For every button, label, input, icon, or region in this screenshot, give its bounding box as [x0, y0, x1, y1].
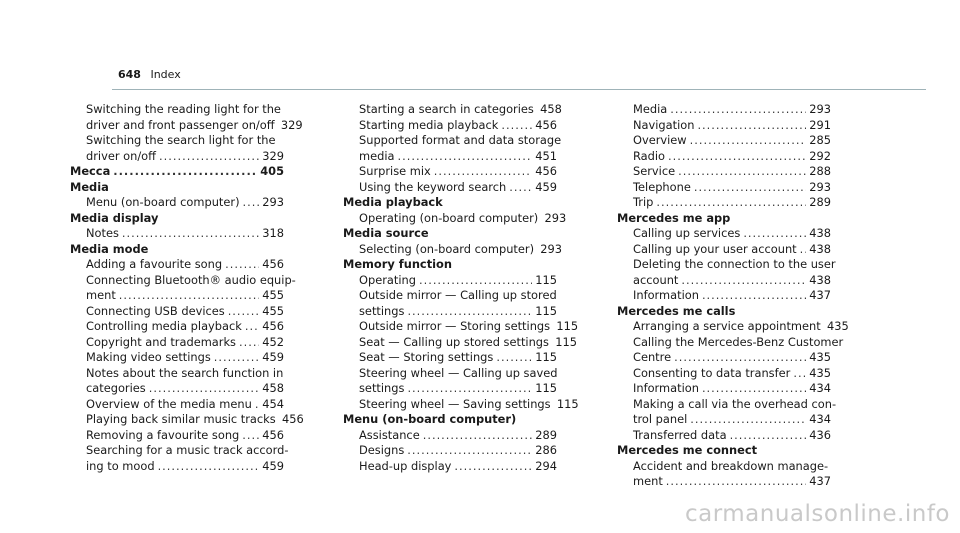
- index-heading: [617, 443, 831, 459]
- leader-dots: [228, 304, 259, 320]
- entry-text: Adding a favourite song: [86, 257, 223, 271]
- leader-dots: [793, 366, 806, 382]
- index-entry: [617, 102, 831, 118]
- entry-text: ing to mood: [86, 458, 155, 473]
- index-entry: [343, 241, 563, 258]
- page-reference: 293: [809, 102, 831, 116]
- entry-text: Navigation: [633, 117, 695, 132]
- page-reference: 434: [809, 381, 831, 395]
- index-column-2: [343, 102, 579, 474]
- leader-dots: [407, 304, 532, 320]
- index-entry: [617, 118, 831, 134]
- leader-dots: [496, 350, 532, 366]
- entry-text: Removing a favourite song: [86, 427, 240, 442]
- index-entry: [70, 335, 284, 351]
- index-heading: [343, 195, 557, 211]
- index-entry: [70, 257, 284, 273]
- index-entry: [343, 180, 557, 196]
- entry-text: Service: [633, 164, 676, 178]
- index-entry: [617, 133, 831, 149]
- leader-dots: [397, 149, 532, 165]
- leader-dots: [702, 288, 806, 304]
- index-column-3: [617, 102, 849, 490]
- leader-dots: [694, 180, 806, 196]
- entry-text: Media: [633, 102, 668, 116]
- index-entry: [70, 397, 284, 413]
- index-entry: [617, 381, 831, 397]
- entry-text: Media: [70, 179, 109, 194]
- page-reference: 436: [809, 427, 831, 442]
- index-entry: [70, 133, 284, 164]
- page-reference: 115: [556, 396, 579, 411]
- leader-dots: [454, 459, 532, 475]
- watermark: carmanualsonline.info: [684, 501, 950, 527]
- page-reference: 285: [809, 133, 831, 147]
- index-entry: [617, 428, 831, 444]
- page-reference: 289: [809, 195, 831, 209]
- entry-text: Switching the search light for the: [86, 133, 276, 147]
- entry-text: Calling the Mercedes-Benz Customer: [633, 334, 844, 349]
- entry-text: driver on/off: [86, 148, 156, 163]
- index-entry: [343, 273, 557, 289]
- index-entry: [343, 350, 557, 366]
- leader-dots: [225, 257, 259, 273]
- page-reference: 115: [535, 303, 557, 318]
- index-entry: [617, 334, 844, 366]
- leader-dots: [674, 350, 806, 366]
- page-number: 648: [118, 68, 141, 81]
- index-entry: [343, 366, 557, 397]
- leader-dots: [509, 180, 532, 196]
- leader-dots: [730, 428, 806, 444]
- page-reference: 289: [535, 427, 557, 442]
- entry-text: Steering wheel — Calling up saved: [359, 365, 558, 380]
- page-reference: 115: [535, 381, 557, 395]
- index-entry: [343, 443, 557, 459]
- page-reference: 455: [262, 303, 284, 318]
- page-reference: 329: [262, 148, 284, 163]
- entry-text: Transferred data: [633, 427, 727, 442]
- entry-text: Arranging a service appointment: [633, 319, 821, 333]
- index-entry: [70, 102, 303, 133]
- entry-text: Playing back similar music tracks: [86, 412, 276, 426]
- leader-dots: [158, 459, 259, 475]
- entry-text: driver and front passenger on/off: [86, 117, 275, 132]
- leader-dots: [666, 474, 806, 490]
- index-heading: [70, 180, 284, 196]
- page-reference: 459: [262, 350, 284, 364]
- index-entry: [70, 366, 284, 397]
- entry-text: Media mode: [70, 241, 149, 256]
- leader-dots: [501, 118, 532, 134]
- entry-text: Seat — Storing settings: [359, 350, 494, 364]
- page-reference: 435: [826, 319, 849, 333]
- entry-text: Centre: [633, 350, 672, 364]
- entry-text: Head-up display: [359, 458, 452, 473]
- entry-text: Steering wheel — Saving settings: [359, 396, 551, 411]
- page-reference: 293: [262, 195, 284, 209]
- page-header: [118, 68, 181, 82]
- entry-text: Operating (on-board computer): [359, 210, 539, 225]
- entry-text: Connecting USB devices: [86, 303, 225, 318]
- page-reference: 318: [262, 226, 284, 240]
- page-reference: 115: [535, 350, 557, 364]
- leader-dots: [656, 195, 806, 211]
- index-entry: [617, 459, 831, 490]
- page-reference: 456: [262, 427, 284, 442]
- entry-text: settings: [359, 303, 405, 318]
- leader-dots: [245, 319, 259, 335]
- leader-dots: [407, 443, 532, 459]
- entry-text: Outside mirror — Calling up stored: [359, 288, 557, 302]
- page-reference: 459: [262, 458, 284, 473]
- entry-text: Making video settings: [86, 350, 211, 364]
- leader-dots: [697, 118, 806, 134]
- entry-text: Deleting the connection to the user: [633, 257, 836, 271]
- entry-text: trol panel: [633, 412, 688, 426]
- leader-dots: [690, 133, 806, 149]
- page-reference: 458: [262, 381, 284, 395]
- index-heading: [343, 412, 557, 428]
- leader-dots: [255, 397, 259, 413]
- leader-dots: [419, 273, 532, 289]
- index-entry: [343, 288, 557, 319]
- page-reference: 438: [809, 241, 831, 256]
- leader-dots: [668, 149, 806, 165]
- page-reference: 455: [262, 288, 284, 302]
- page-reference: 405: [260, 164, 284, 178]
- page-reference: 456: [535, 164, 557, 178]
- page-reference: 288: [809, 164, 831, 178]
- leader-dots: [678, 164, 806, 180]
- leader-dots: [743, 226, 806, 242]
- entry-text: Information: [633, 381, 699, 395]
- page-reference: 454: [262, 396, 284, 411]
- entry-text: Media display: [70, 210, 159, 225]
- entry-text: Menu (on-board computer): [86, 195, 240, 209]
- page-reference: 458: [540, 102, 562, 116]
- leader-dots: [119, 288, 259, 304]
- leader-dots: [113, 164, 257, 180]
- entry-text: Calling up your user account: [633, 241, 797, 256]
- index-entry: [617, 195, 831, 211]
- entry-text: Searching for a music track accord-: [86, 443, 289, 457]
- entry-text: Menu (on-board computer): [343, 412, 517, 426]
- leader-dots: [242, 428, 259, 444]
- entry-text: Accident and breakdown manage-: [633, 458, 829, 473]
- entry-text: Switching the reading light for the: [86, 102, 281, 116]
- index-entry: [617, 164, 831, 180]
- index-entry: [617, 242, 831, 258]
- index-heading: [343, 226, 557, 242]
- index-entry: [617, 149, 831, 165]
- entry-text: Designs: [359, 443, 405, 457]
- entry-text: Notes about the search function in: [86, 365, 284, 380]
- page-reference: 115: [556, 319, 579, 333]
- index-entry: [70, 272, 296, 304]
- index-entry: [617, 180, 831, 196]
- index-entry: [343, 102, 562, 118]
- index-entry: [343, 133, 562, 164]
- index-entry: [343, 118, 557, 134]
- page-reference: 456: [535, 117, 557, 132]
- page-reference: 115: [535, 272, 557, 287]
- index-entry: [343, 210, 567, 227]
- entry-text: Surprise mix: [359, 164, 431, 178]
- entry-text: Overview of the media menu: [86, 396, 252, 411]
- leader-dots: [690, 412, 806, 428]
- index-entry: [343, 334, 577, 351]
- entry-text: Media source: [343, 226, 429, 240]
- leader-dots: [423, 428, 532, 444]
- index-entry: [70, 412, 304, 428]
- entry-text: Overview: [633, 133, 687, 147]
- index-entry: [343, 428, 557, 444]
- index-entry: [70, 226, 284, 242]
- page-reference: 456: [281, 412, 304, 426]
- index-entry: [617, 396, 837, 428]
- index-column-1: [70, 102, 304, 474]
- page-reference: 294: [535, 458, 557, 473]
- entry-text: Starting a search in categories: [359, 102, 534, 116]
- entry-text: Mercedes me connect: [617, 443, 758, 457]
- index-entry: [617, 226, 831, 242]
- page-reference: 456: [262, 257, 284, 271]
- section-title: Index: [150, 68, 181, 81]
- index-entry: [70, 443, 289, 474]
- entry-text: Memory function: [343, 257, 452, 271]
- entry-text: Supported format and data storage: [359, 133, 562, 147]
- entry-text: Controlling media playback: [86, 319, 242, 333]
- index-entry: [617, 366, 831, 382]
- entry-text: settings: [359, 381, 405, 395]
- index-heading: [617, 211, 831, 227]
- leader-dots: [239, 335, 259, 351]
- entry-text: Information: [633, 288, 699, 302]
- page-reference: 293: [809, 179, 831, 194]
- leader-dots: [214, 350, 259, 366]
- entry-text: Seat — Calling up stored settings: [359, 334, 549, 349]
- entry-text: Starting media playback: [359, 117, 499, 132]
- page-reference: 435: [809, 365, 831, 380]
- header-divider: [112, 89, 926, 90]
- index-entry: [617, 257, 836, 288]
- entry-text: Notes: [86, 226, 119, 240]
- index-entry: [343, 396, 579, 413]
- entry-text: ment: [86, 288, 116, 302]
- entry-text: Using the keyword search: [359, 179, 507, 194]
- entry-text: Mecca: [70, 164, 111, 178]
- index-heading: [70, 164, 284, 180]
- page-reference: 451: [535, 148, 557, 163]
- index-heading: [617, 304, 831, 320]
- index-entry: [70, 350, 284, 366]
- entry-text: Radio: [633, 148, 666, 163]
- index-heading: [70, 242, 284, 258]
- entry-text: account: [633, 272, 679, 287]
- page-reference: 292: [809, 148, 831, 163]
- index-entry: [343, 459, 557, 475]
- page-reference: 456: [262, 319, 284, 333]
- page-reference: 459: [535, 179, 557, 194]
- index-heading: [343, 257, 557, 273]
- entry-text: Assistance: [359, 427, 420, 442]
- page-reference: 437: [809, 474, 831, 488]
- leader-dots: [122, 226, 259, 242]
- leader-dots: [800, 242, 806, 258]
- entry-text: Telephone: [633, 179, 691, 194]
- leader-dots: [670, 102, 806, 118]
- page-reference: 434: [809, 412, 831, 426]
- index-entry: [617, 288, 831, 304]
- page-reference: 293: [544, 210, 567, 225]
- page-reference: 437: [809, 288, 831, 302]
- entry-text: Selecting (on-board computer): [359, 241, 535, 256]
- index-entry: [70, 304, 284, 320]
- entry-text: Copyright and trademarks: [86, 334, 236, 349]
- index-entry: [70, 195, 284, 211]
- leader-dots: [407, 381, 532, 397]
- leader-dots: [243, 195, 259, 211]
- leader-dots: [702, 381, 806, 397]
- index-entry: [343, 319, 579, 335]
- entry-text: categories: [86, 381, 146, 395]
- entry-text: ment: [633, 474, 663, 488]
- entry-text: Mercedes me calls: [617, 303, 736, 318]
- index-entry: [343, 164, 557, 180]
- leader-dots: [159, 149, 259, 165]
- page-reference: 435: [809, 350, 831, 364]
- leader-dots: [149, 381, 259, 397]
- entry-text: Trip: [633, 195, 654, 209]
- index-entry: [70, 428, 284, 444]
- page-reference: 115: [555, 334, 577, 349]
- index-entry: [617, 319, 849, 335]
- entry-text: Making a call via the overhead con-: [633, 396, 837, 411]
- entry-text: Calling up services: [633, 226, 741, 240]
- entry-text: Outside mirror — Storing settings: [359, 319, 551, 333]
- entry-text: media: [359, 148, 395, 163]
- page-reference: 329: [280, 117, 303, 132]
- entry-text: Connecting Bluetooth® audio equip-: [86, 272, 296, 287]
- index-heading: [70, 211, 284, 227]
- page-reference: 293: [540, 241, 563, 256]
- page-reference: 438: [809, 226, 831, 240]
- index-entry: [70, 319, 284, 335]
- leader-dots: [434, 164, 532, 180]
- page-reference: 438: [809, 272, 831, 287]
- entry-text: Operating: [359, 272, 416, 287]
- page-reference: 286: [535, 443, 557, 457]
- entry-text: Mercedes me app: [617, 210, 731, 225]
- page-reference: 291: [809, 117, 831, 132]
- page-reference: 452: [262, 334, 284, 349]
- entry-text: Consenting to data transfer: [633, 365, 791, 380]
- leader-dots: [681, 273, 806, 289]
- entry-text: Media playback: [343, 195, 443, 209]
